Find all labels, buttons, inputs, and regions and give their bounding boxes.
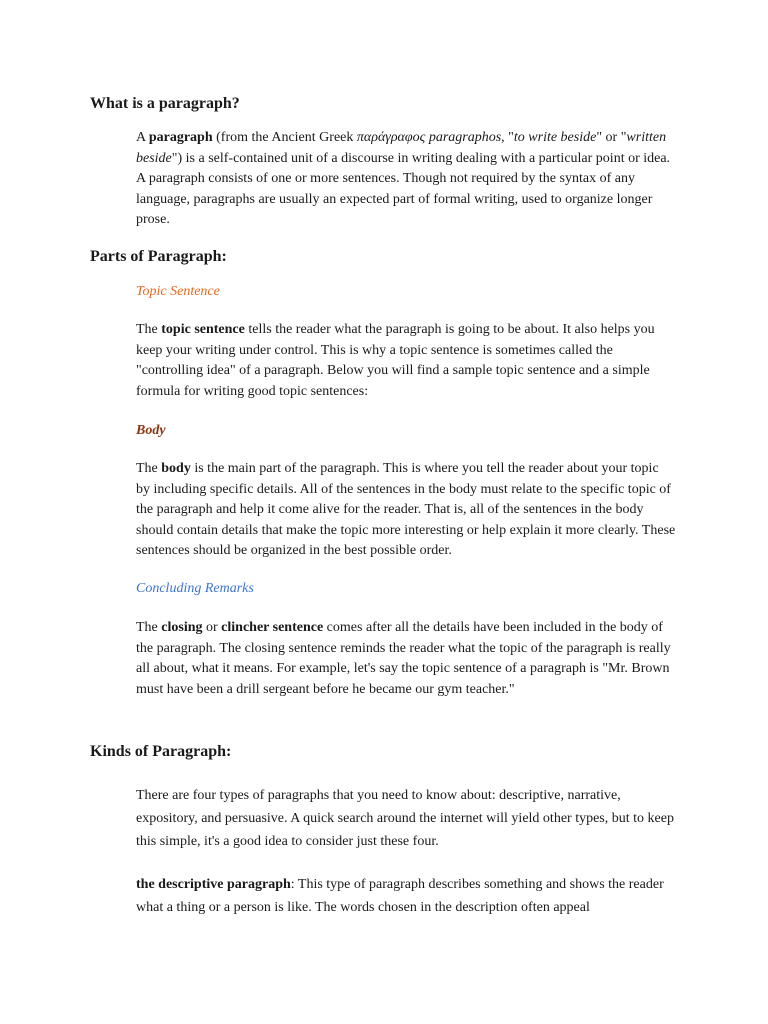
paragraph-definition [136, 128, 676, 231]
italic-term: to write beside [513, 130, 597, 145]
bold-term: closing [161, 620, 203, 635]
text-run: The [136, 322, 162, 337]
text-run: ") is a self-contained unit of a discourse in writing dealing with a particular point or idea. A paragraph consists of one or more sentences. Though not required by the syntax of any language, paragraphs are usually an expected part of formal writing, used to organize longer prose. [136, 150, 671, 228]
heading-parts-of-paragraph: Parts of Paragraph: [90, 248, 227, 265]
text-run: (from the Ancient Greek [212, 130, 357, 145]
paragraph-body [136, 459, 676, 562]
text-run: or [202, 620, 222, 635]
paragraph-concluding [136, 618, 676, 700]
bold-term: body [161, 461, 191, 476]
text-run: : This type of paragraph describes something and shows the reader what a thing or a person is like. The words chosen in the description often appeal [136, 877, 664, 915]
heading-kinds-of-paragraph: Kinds of Paragraph: [90, 743, 232, 760]
italic-term: written beside [136, 130, 667, 166]
paragraph-kinds-intro: There are four types of paragraphs that you need to know about: descriptive, narrative, expository, and persuasive. A quick search around the internet will yield other types, but to keep this simple, it's a good idea to consider just these four. [136, 788, 674, 849]
bold-term: topic sentence [161, 322, 245, 337]
subheading-body: Body [136, 423, 166, 438]
text-run: comes after all the details have been included in the body of the paragraph. The closing sentence reminds the reader what the topic of the paragraph is really all about, what it means. For example, let's say the topic sentence of a paragraph is "Mr. Brown must have been a drill sergeant before he became our gym teacher." [136, 620, 671, 697]
paragraph-topic-sentence [136, 320, 676, 402]
bold-term: clincher sentence [221, 620, 324, 635]
paragraph-descriptive [136, 873, 676, 919]
text-run: A [136, 130, 149, 145]
bold-term: the descriptive paragraph [136, 877, 291, 892]
text-run: , " [501, 130, 514, 145]
heading-what-is-paragraph: What is a paragraph? [90, 95, 240, 112]
text-run: The [136, 461, 162, 476]
text-run: The [136, 620, 162, 635]
text-run: is the main part of the paragraph. This is where you tell the reader about your topic by including specific details. All of the sentences in the body must relate to the specific topic of the paragraph and help it come alive for the reader. That is, all of the sentences in the body should contain details that make the topic more interesting or help explain it more clearly. These sentences should be organized in the best possible order. [136, 461, 676, 559]
bold-term: paragraph [148, 130, 213, 145]
greek-term: παράγραφος paragraphos [356, 130, 502, 145]
text-run: tells the reader what the paragraph is going to be about. It also helps you keep your writing under control. This is why a topic sentence is sometimes called the "controlling idea" of a paragraph. Below you will find a sample topic sentence and a simple formula for writing good topic sentences: [136, 322, 655, 399]
subheading-topic-sentence: Topic Sentence [136, 284, 220, 299]
subheading-concluding-remarks: Concluding Remarks [136, 581, 254, 596]
text-run: " or " [596, 130, 627, 145]
